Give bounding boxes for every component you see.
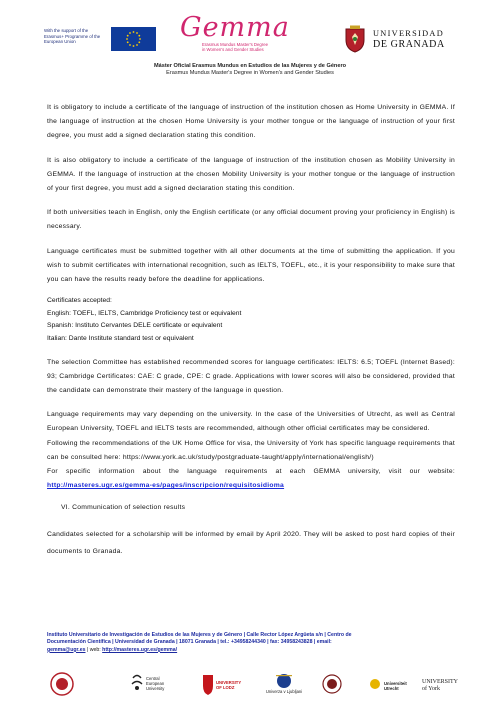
master-title-spanish: Máster Oficial Erasmus Mundus en Estudios de las Mujeres y de Género: [153, 63, 347, 69]
document-footer: [47, 632, 457, 654]
lodz-name: UNIVERSITY OF LODZ: [216, 680, 242, 690]
ceu-logo-icon: [130, 672, 144, 696]
section-heading-vi: VI. Communication of selection results: [61, 504, 186, 512]
paragraph-home-university: It is obligatory to include a certificate of the language of instruction of the institution chosen as Home University in GEMMA. If the language of instruction at the chosen Home University is your mother tongue or the language of instruction of your first degree, you must add a signed declaration stating this condition.: [47, 104, 455, 140]
partner-logos: [50, 672, 460, 696]
paragraph-english-only: If both universities teach in English, only the English certificate (or any official document proving your proficiency in English) is necessary.: [47, 209, 455, 231]
bologna-seal-icon: [322, 672, 342, 696]
paragraph-york-requirements: Following the recommendations of the UK Home Office for visa, the University of York has specific language requirements that can be consulted here: https://www.york.ac.uk/study/postgraduate-taught/apply/international/english/): [47, 439, 455, 461]
gemma-wordmark: Gemma: [180, 12, 290, 43]
paragraph-university-variation: Language requirements may vary depending on the university. In the case of the Universities of Utrecht, as well as Central European University, TOEFL and IELTS tests are recommended, although other official certificates may be considered.: [47, 411, 455, 433]
universidad-de-granada-logo: [344, 25, 464, 53]
ugr-name-line1: UNIVERSIDAD: [373, 29, 444, 38]
paragraph-website-info: [47, 465, 455, 493]
utrecht-sun-icon: [368, 672, 382, 696]
requirements-link[interactable]: http://masteres.ugr.es/gemma-es/pages/inscripcion/requisitosidioma: [47, 482, 285, 490]
master-title: [0, 63, 500, 77]
paragraph-recommended-scores: The selection Committee has established recommended scores for language certificates: IELTS: 6.5; TOEFL (Internet Based): 93; Cambridge Certificates: CAE: C grade, CPE: C grade. Applications with lower scores will also be considered, provided that the candidate can demonstrate their mastery of the language in question.: [47, 358, 455, 395]
footer-line-2: Documentación Científica | Universidad de Granada | 18071 Granada | tel.: +34958244340 | fax: 34958243828 | email:: [47, 639, 332, 646]
certificates-heading: Certificates accepted:: [47, 297, 112, 305]
footer-web-label: | web:: [85, 646, 103, 653]
ljubljana-name: Univerza v Ljubljani: [265, 689, 303, 694]
granada-seal-icon: [50, 672, 74, 696]
eu-flag-icon: [111, 27, 156, 51]
utrecht-name: Universiteit Utrecht: [384, 681, 407, 691]
gemma-subtitle-1: Erasmus Mundus Master's Degree: [202, 42, 269, 47]
york-name: UNIVERSITY of York: [422, 679, 458, 692]
footer-web-link[interactable]: http://masteres.ugr.es/gemma/: [102, 646, 178, 653]
certificate-spanish: Spanish: Instituto Cervantes DELE certificate or equivalent: [47, 322, 223, 330]
paragraph-submission: Language certificates must be submitted together with all other documents at the time of submitting the application. If you wish to submit certificates with international recognition, such as IELTS, TOEFL, etc., it is your responsibility to make sure that you can have the results ready before the deadline for applications.: [47, 247, 455, 284]
ugr-crest-icon: [344, 25, 366, 53]
paragraph-selection-results: Candidates selected for a scholarship will be informed by email by April 2020. They will be asked to post hard copies of their documents to Granada.: [47, 530, 455, 555]
website-info-text: For specific information about the language requirements at each GEMMA university, visit our website:: [47, 468, 455, 476]
paragraph-mobility-university: It is also obligatory to include a certificate of the language of instruction of the institution chosen as Mobility University in GEMMA. If the language of instruction at the chosen Mobility University is your mother tongue or the language of instruction of your first degree, you must add a signed declaration stating this condition.: [47, 156, 455, 193]
certificate-english: English: TOEFL, IELTS, Cambridge Proficiency test or equivalent: [47, 309, 242, 317]
lodz-logo-icon: [202, 672, 214, 696]
ugr-name-line2: DE GRANADA: [373, 39, 445, 50]
gemma-subtitle-2: in Women's and Gender Studies: [202, 47, 264, 53]
ceu-name: Central European University: [146, 676, 165, 691]
footer-line-3: [47, 647, 457, 654]
eu-support-text: With the support of the Erasmus+ Programme of the European Union: [44, 28, 101, 45]
gemma-logo: [170, 14, 330, 60]
certificate-italian: Italian: Dante Institute standard test or equivalent: [47, 335, 194, 343]
document-body: [47, 101, 455, 560]
master-title-english: Erasmus Mundus Master's Degree in Women's and Gender Studies: [166, 70, 334, 76]
erasmus-plus-logo: [44, 27, 156, 51]
footer-email-link[interactable]: gemma@ugr.es: [47, 646, 86, 653]
footer-line-1: Instituto Universitario de Investigación de Estudios de las Mujeres y de Género | Calle Rector López Argüeta s/n | Centro de: [47, 632, 352, 638]
